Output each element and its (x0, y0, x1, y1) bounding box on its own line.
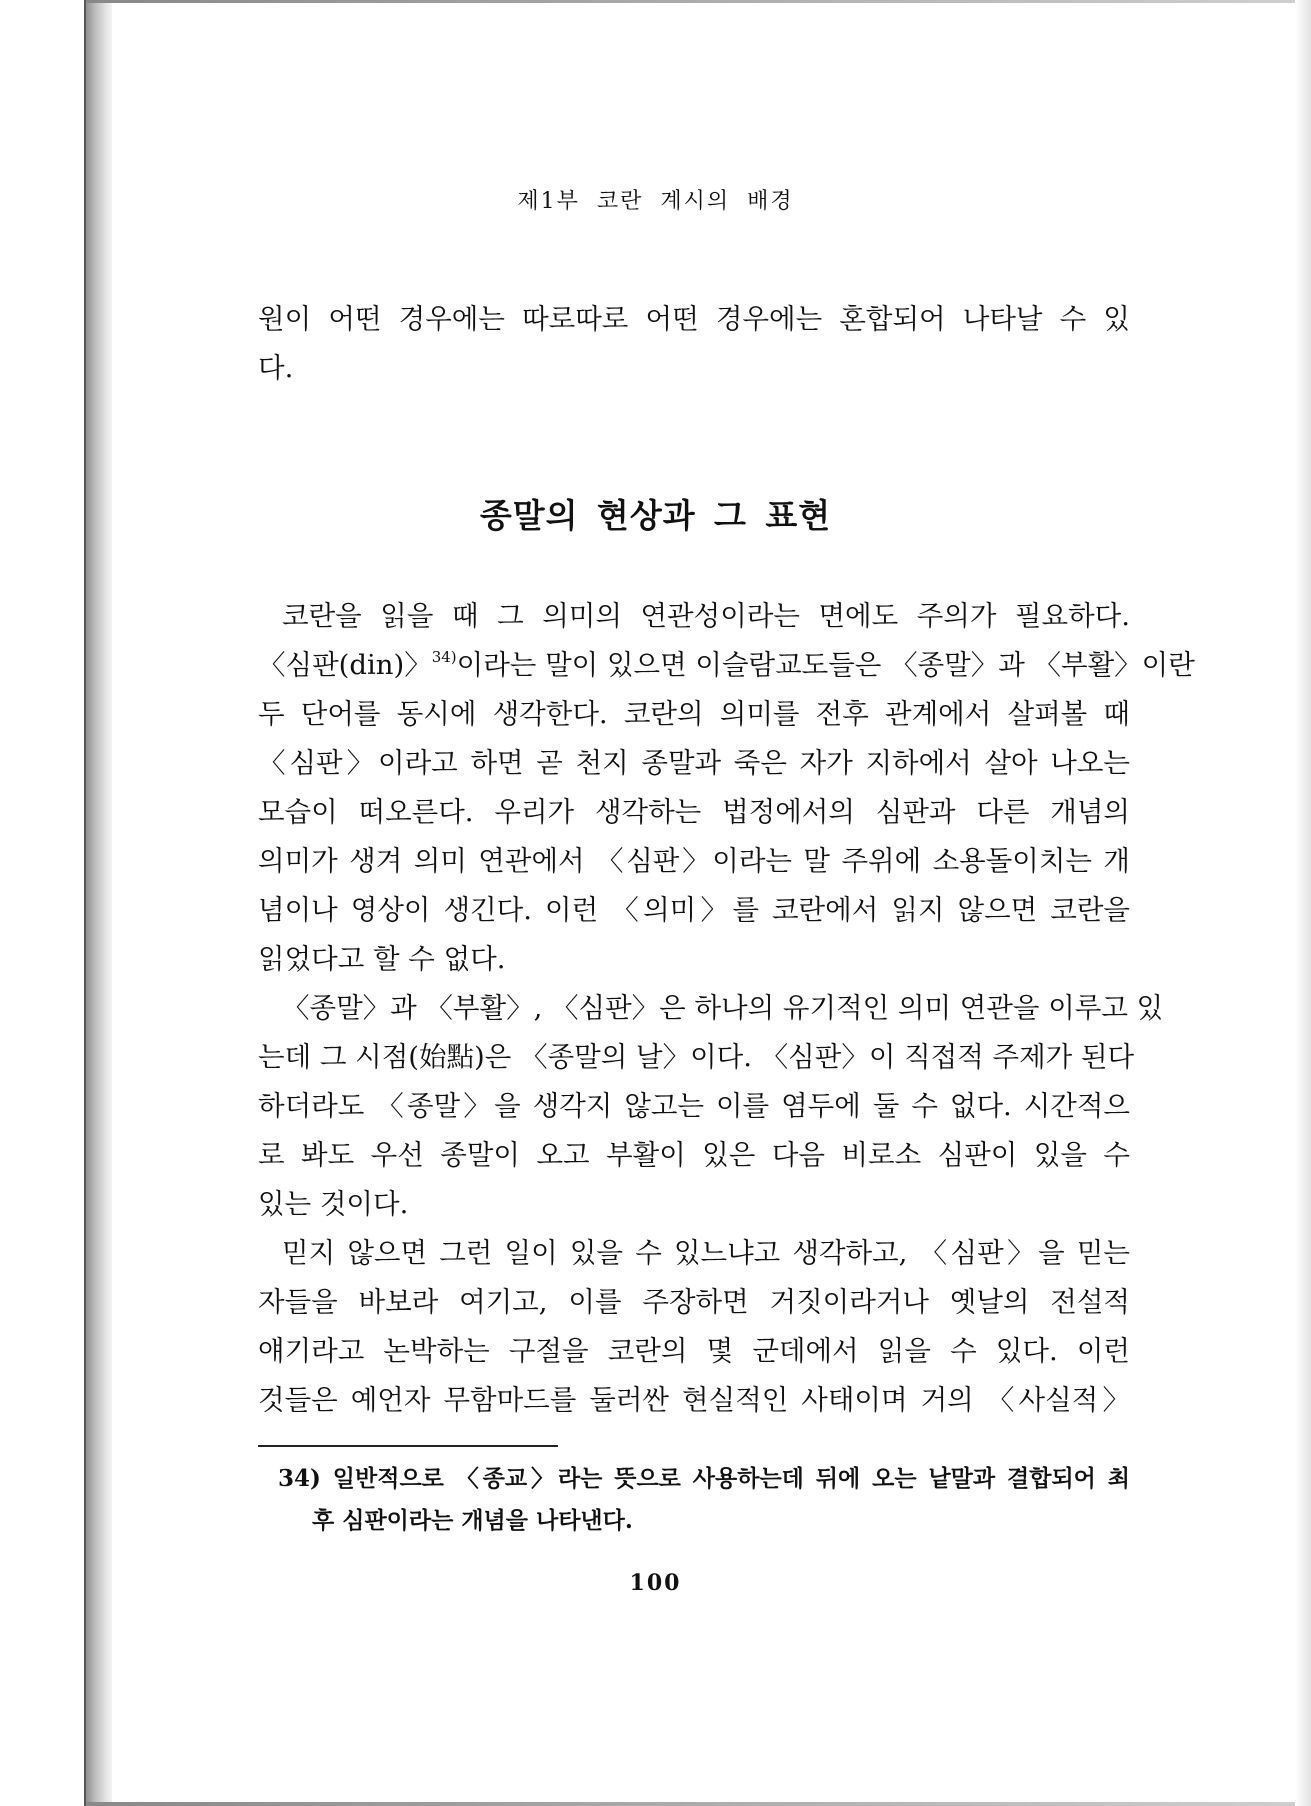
paragraph-1 (258, 592, 1195, 984)
body-line: 〈심판〉이라고 하면 곧 천지 종말과 죽은 자가 지하에서 살아 나오는 (258, 747, 1130, 779)
footnote-reference: 34) (431, 648, 457, 666)
paragraph-2 (258, 984, 1164, 1229)
body-line: 는데 그 시점(始點)은 〈종말의 날〉이다. 〈심판〉이 직접적 주제가 된다 (258, 1041, 1135, 1073)
line-continuation: 이라는 말이 있으면 이슬람교도들은 〈종말〉과 〈부활〉이란 (456, 649, 1195, 681)
body-line: 믿지 않으면 그런 일이 있을 수 있느냐고 생각하고, 〈심판〉을 믿는 (282, 1237, 1130, 1269)
body-line: 념이나 영상이 생긴다. 이런 〈의미〉를 코란에서 읽지 않으면 코란을 (258, 894, 1130, 926)
footnote (278, 1458, 1130, 1542)
term-simpan: 〈심판(din)〉 (258, 649, 432, 681)
body-line: 모습이 떠오른다. 우리가 생각하는 법정에서의 심판과 다른 개념의 (258, 796, 1130, 828)
section-heading: 종말의 현상과 그 표현 (479, 496, 832, 535)
footnote-rule (258, 1445, 558, 1447)
page-number: 100 (629, 1570, 682, 1596)
running-header: 제1부 코란 계시의 배경 (517, 189, 794, 214)
body-line: 두 단어를 동시에 생각한다. 코란의 의미를 전후 관계에서 살펴볼 때 (258, 698, 1130, 730)
body-line: 원이 어떤 경우에는 따로따로 어떤 경우에는 혼합되어 나타날 수 있 (258, 303, 1130, 335)
body-line: 얘기라고 논박하는 구절을 코란의 몇 군데에서 읽을 수 있다. 이런 (258, 1335, 1130, 1367)
body-line: 코란을 읽을 때 그 의미의 연관성이라는 면에도 주의가 필요하다. (282, 600, 1130, 632)
body-line: 것들은 예언자 무함마드를 둘러싼 현실적인 사태이며 거의 〈사실적〉 (258, 1384, 1130, 1416)
book-spine (86, 0, 112, 1806)
body-line: 다. (258, 352, 294, 384)
book-bottom-edge (86, 1802, 1311, 1806)
paragraph-3 (258, 1229, 1130, 1425)
body-line: 자들을 바보라 여기고, 이를 주장하면 거짓이라거나 옛날의 전설적 (258, 1286, 1130, 1318)
page-right-shadow (1295, 0, 1311, 1806)
footnote-line: 후 심판이라는 개념을 나타낸다. (312, 1507, 633, 1534)
body-line: 하더라도 〈종말〉을 생각지 않고는 이를 염두에 둘 수 없다. 시간적으 (258, 1090, 1130, 1122)
body-line: 있는 것이다. (258, 1188, 409, 1220)
body-line (258, 641, 1195, 690)
body-line: 읽었다고 할 수 없다. (258, 943, 506, 975)
body-line: 〈종말〉과 〈부활〉, 〈심판〉은 하나의 유기적인 의미 연관을 이루고 있 (282, 992, 1164, 1024)
top-paragraph (258, 295, 1130, 393)
main-text (258, 592, 1195, 1425)
body-line: 의미가 생겨 의미 연관에서 〈심판〉이라는 말 주위에 소용돌이치는 개 (258, 845, 1130, 877)
book-top-edge (86, 0, 1311, 3)
footnote-line: 34) 일반적으로 〈종교〉라는 뜻으로 사용하는데 뒤에 오는 낱말과 결합되어 최 (278, 1465, 1130, 1492)
body-line: 로 봐도 우선 종말이 오고 부활이 있은 다음 비로소 심판이 있을 수 (258, 1139, 1130, 1171)
